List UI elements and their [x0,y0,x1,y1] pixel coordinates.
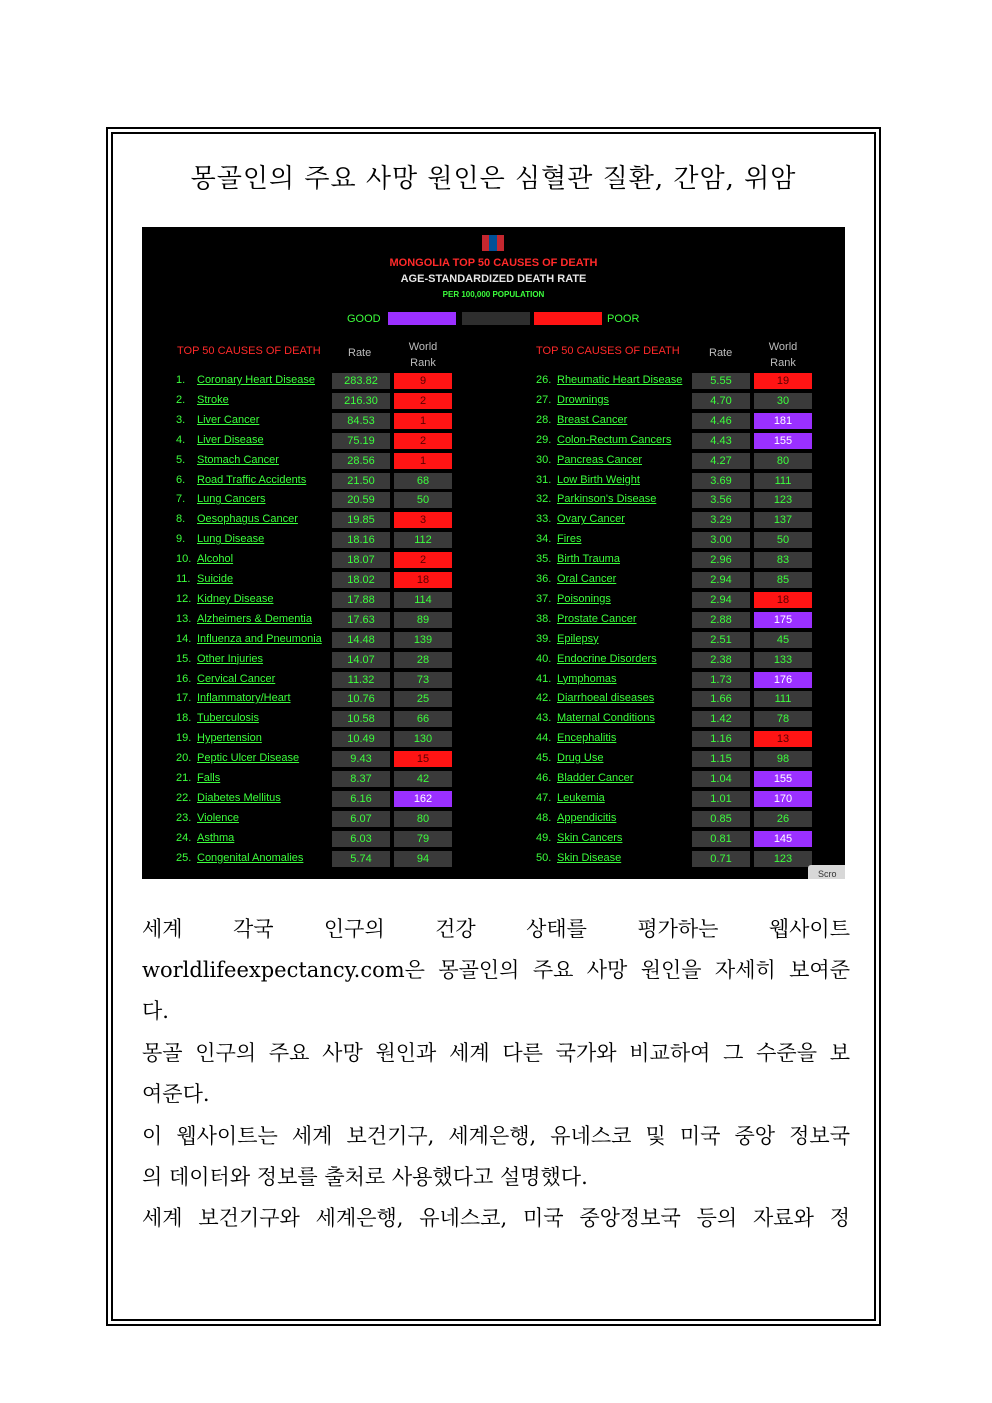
cause-rate: 75.19 [332,433,390,449]
cause-link[interactable]: Pancreas Cancer [557,453,642,466]
cause-link[interactable]: Appendicitis [557,811,617,824]
cause-world-rank: 68 [394,473,452,489]
cause-number: 40. [536,652,552,665]
cause-link[interactable]: Violence [197,811,239,824]
cause-link[interactable]: Coronary Heart Disease [197,374,315,386]
cause-rate: 14.07 [332,652,390,668]
cause-number: 13. [176,612,192,625]
cause-world-rank: 42 [394,771,452,787]
cause-number: 47. [536,791,552,804]
cause-world-rank: 170 [754,791,812,807]
cause-link[interactable]: Maternal Conditions [557,712,655,725]
cause-world-rank: 155 [754,771,812,787]
cause-rate: 9.43 [332,751,390,767]
cause-rate: 28.56 [332,453,390,469]
cause-row [536,473,816,489]
cause-world-rank: 28 [394,652,452,668]
cause-rate: 11.32 [332,672,390,688]
cause-link[interactable]: Rheumatic Heart Disease [557,374,683,386]
chart-title: MONGOLIA TOP 50 CAUSES OF DEATH [389,257,598,269]
cause-link[interactable]: Other Injuries [197,652,264,665]
cause-row [176,831,456,847]
cause-rate: 10.76 [332,691,390,707]
paragraph-3-line-1: 이 웹사이트는 세계 보건기구, 세계은행, 유네스코 및 미국 중앙 정보국 [142,1124,850,1148]
cause-row [176,492,456,508]
cause-world-rank: 30 [754,393,812,409]
cause-world-rank: 114 [394,592,452,608]
cause-world-rank: 155 [754,433,812,449]
cause-row [176,672,456,688]
cause-rate: 283.82 [332,373,390,389]
legend-poor-swatch [534,312,602,325]
cause-world-rank: 123 [754,851,812,867]
cause-rate: 3.00 [692,532,750,548]
cause-row [536,592,816,608]
cause-rate: 2.96 [692,552,750,568]
left-rank-header [393,339,453,371]
cause-row [536,691,816,707]
cause-number: 45. [536,752,552,765]
cause-number: 28. [536,413,552,426]
cause-link[interactable]: Ovary Cancer [557,513,625,526]
cause-world-rank: 111 [754,691,812,707]
cause-link[interactable]: Drug Use [557,752,604,765]
cause-rate: 5.55 [692,373,750,389]
cause-world-rank: 1 [394,453,452,469]
cause-world-rank: 18 [394,572,452,588]
cause-rate: 1.42 [692,711,750,727]
cause-row [536,811,816,827]
death-causes-chart [142,227,845,879]
cause-row [176,851,456,867]
chart-unit: PER 100,000 POPULATION [442,290,545,299]
cause-rate: 21.50 [332,473,390,489]
cause-number: 38. [536,612,552,625]
cause-number: 14. [176,632,192,645]
cause-number: 34. [536,533,552,546]
cause-link[interactable]: Liver Disease [197,433,264,446]
cause-link[interactable]: Skin Cancers [557,831,623,844]
cause-rate: 1.01 [692,791,750,807]
cause-row [536,711,816,727]
paragraph-1-line-1: 세계 각국 인구의 건강 상태를 평가하는 웹사이트 [142,917,850,941]
cause-world-rank: 78 [754,711,812,727]
cause-world-rank: 89 [394,612,452,628]
cause-rate: 84.53 [332,413,390,429]
cause-link[interactable]: Leukemia [557,791,605,804]
cause-number: 3. [176,413,186,426]
cause-rate: 0.85 [692,811,750,827]
cause-row [176,512,456,528]
cause-world-rank: 137 [754,512,812,528]
cause-link[interactable]: Stomach Cancer [197,453,279,466]
cause-rate: 3.56 [692,492,750,508]
cause-link[interactable]: Skin Disease [557,851,622,864]
cause-number: 49. [536,831,552,844]
cause-number: 42. [536,692,552,705]
cause-rate: 10.49 [332,731,390,747]
cause-rate: 4.70 [692,393,750,409]
cause-row [536,851,816,867]
cause-world-rank: 45 [754,632,812,648]
cause-world-rank: 15 [394,751,452,767]
cause-rate: 0.81 [692,831,750,847]
cause-world-rank: 50 [754,532,812,548]
cause-link[interactable]: Fires [557,533,582,546]
cause-rate: 2.38 [692,652,750,668]
cause-world-rank: 139 [394,632,452,648]
cause-link[interactable]: Stroke [197,393,229,406]
rank-header-line1: World [408,341,438,353]
paragraph-4-line-1: 세계 보건기구와 세계은행, 유네스코, 미국 중앙정보국 등의 자료와 정 [142,1206,850,1230]
cause-link[interactable]: Bladder Cancer [557,772,634,784]
cause-link[interactable]: Asthma [197,831,235,844]
cause-number: 1. [176,374,186,386]
rank-header-line1: World [768,341,798,353]
cause-link[interactable]: Tuberculosis [197,712,259,725]
cause-link[interactable]: Influenza and Pneumonia [197,632,322,645]
cause-number: 35. [536,553,552,566]
cause-number: 6. [176,473,186,486]
chart-subtitle: AGE-STANDARDIZED DEATH RATE [400,273,587,285]
cause-world-rank: 112 [394,532,452,548]
cause-world-rank: 1 [394,413,452,429]
cause-link[interactable]: Suicide [197,573,234,585]
cause-link[interactable]: Poisonings [557,592,611,605]
cause-world-rank: 162 [394,791,452,807]
legend-good-label: GOOD [347,313,381,325]
paragraph-1-line-2: worldlifeexpectancy.com은 몽골인의 주요 사망 원인을 자세히 보여준 [142,958,850,982]
cause-row [536,393,816,409]
cause-link[interactable]: Colon-Rectum Cancers [557,433,672,446]
cause-world-rank: 145 [754,831,812,847]
cause-world-rank: 133 [754,652,812,668]
cause-row [536,652,816,668]
cause-rate: 1.66 [692,691,750,707]
cause-row [536,612,816,628]
legend-neutral-swatch [462,312,530,325]
paragraph-2-line-2: 여준다. [142,1082,210,1106]
cause-row [536,831,816,847]
cause-world-rank: 79 [394,831,452,847]
cause-link[interactable]: Epilepsy [557,632,599,645]
cause-row [176,691,456,707]
cause-row [536,433,816,449]
cause-rate: 1.16 [692,731,750,747]
cause-link[interactable]: Lung Disease [197,533,265,546]
cause-link[interactable]: Parkinson's Disease [557,493,657,506]
cause-row [536,532,816,548]
cause-world-rank: 9 [394,373,452,389]
cause-rate: 18.07 [332,552,390,568]
cause-world-rank: 181 [754,413,812,429]
cause-rate: 3.69 [692,473,750,489]
cause-link[interactable]: Kidney Disease [197,592,274,605]
cause-row [176,811,456,827]
cause-link[interactable]: Oesophagus Cancer [197,513,298,526]
cause-world-rank: 85 [754,572,812,588]
cause-world-rank: 2 [394,393,452,409]
cause-rate: 18.16 [332,532,390,548]
cause-link[interactable]: Falls [197,772,221,784]
cause-link[interactable]: Liver Cancer [197,413,260,426]
cause-rate: 10.58 [332,711,390,727]
right-column-header: TOP 50 CAUSES OF DEATH [536,345,680,357]
cause-row [176,572,456,588]
cause-row [536,373,816,389]
cause-row [176,711,456,727]
cause-link[interactable]: Low Birth Weight [557,473,640,486]
cause-world-rank: 3 [394,512,452,528]
cause-number: 17. [176,692,192,705]
cause-rate: 18.02 [332,572,390,588]
cause-world-rank: 176 [754,672,812,688]
cause-world-rank: 130 [394,731,452,747]
cause-row [176,652,456,668]
cause-number: 48. [536,811,552,824]
cause-number: 33. [536,513,552,526]
cause-link[interactable]: Oral Cancer [557,573,617,585]
cause-number: 8. [176,513,186,526]
cause-link[interactable]: Diabetes Mellitus [197,791,281,804]
cause-row [176,453,456,469]
cause-link[interactable]: Alcohol [197,553,234,566]
cause-world-rank: 18 [754,592,812,608]
cause-link[interactable]: Prostate Cancer [557,612,637,625]
cause-world-rank: 80 [754,453,812,469]
cause-rate: 1.15 [692,751,750,767]
cause-row [536,413,816,429]
cause-number: 18. [176,712,192,725]
cause-rate: 20.59 [332,492,390,508]
cause-row [536,632,816,648]
cause-world-rank: 25 [394,691,452,707]
paragraph-3-line-2: 의 데이터와 정보를 출처로 사용했다고 설명했다. [142,1165,588,1189]
cause-row [176,612,456,628]
cause-row [176,751,456,767]
cause-number: 9. [176,533,186,546]
cause-number: 5. [176,453,186,466]
paragraph-1-line-3: 다. [142,999,169,1023]
cause-row [536,512,816,528]
scroll-button[interactable]: Scro [808,865,845,879]
cause-number: 26. [536,374,552,386]
cause-rate: 2.51 [692,632,750,648]
cause-link[interactable]: Lymphomas [557,672,617,685]
cause-row [536,492,816,508]
cause-rate: 17.63 [332,612,390,628]
cause-link[interactable]: Alzheimers & Dementia [197,612,312,625]
cause-row [536,453,816,469]
left-column-header: TOP 50 CAUSES OF DEATH [177,345,321,357]
cause-row [176,632,456,648]
cause-link[interactable]: Peptic Ulcer Disease [197,752,300,765]
cause-rate: 5.74 [332,851,390,867]
right-rate-header: Rate [709,347,733,359]
cause-rate: 2.94 [692,592,750,608]
cause-link[interactable]: Hypertension [197,732,262,745]
cause-world-rank: 73 [394,672,452,688]
cause-world-rank: 83 [754,552,812,568]
cause-number: 23. [176,811,192,824]
cause-number: 12. [176,592,192,605]
cause-rate: 6.03 [332,831,390,847]
cause-row [176,413,456,429]
mongolia-flag-icon [482,235,504,251]
page-title: 몽골인의 주요 사망 원인은 심혈관 질환, 간암, 위암 [190,164,797,194]
cause-number: 22. [176,791,192,804]
cause-row [176,592,456,608]
cause-number: 41. [536,672,552,685]
cause-number: 43. [536,712,552,725]
cause-number: 29. [536,433,552,446]
cause-link[interactable]: Cervical Cancer [197,672,276,685]
legend-good-swatch [388,312,456,325]
cause-link[interactable]: Lung Cancers [197,493,266,506]
cause-world-rank: 111 [754,473,812,489]
cause-number: 50. [536,851,552,864]
cause-row [536,771,816,787]
cause-link[interactable]: Diarrhoeal diseases [557,692,655,705]
cause-number: 31. [536,473,552,486]
cause-number: 11. [176,573,191,585]
cause-rate: 17.88 [332,592,390,608]
legend-poor-label: POOR [607,313,640,325]
cause-row [536,791,816,807]
right-rank-header [753,339,813,371]
cause-row [176,373,456,389]
cause-row [536,552,816,568]
cause-number: 27. [536,393,552,406]
cause-number: 16. [176,672,192,685]
cause-world-rank: 2 [394,433,452,449]
cause-world-rank: 175 [754,612,812,628]
cause-rate: 3.29 [692,512,750,528]
cause-rate: 4.43 [692,433,750,449]
cause-link[interactable]: Encephalitis [557,732,617,745]
cause-number: 30. [536,453,552,466]
cause-world-rank: 50 [394,492,452,508]
cause-number: 39. [536,632,552,645]
cause-number: 4. [176,433,186,446]
cause-number: 21. [176,772,192,784]
cause-rate: 6.07 [332,811,390,827]
cause-world-rank: 98 [754,751,812,767]
cause-rate: 14.48 [332,632,390,648]
rank-header-line2: Rank [410,357,436,369]
cause-link[interactable]: Road Traffic Accidents [197,473,307,486]
cause-rate: 4.27 [692,453,750,469]
cause-rate: 4.46 [692,413,750,429]
cause-number: 20. [176,752,192,765]
cause-row [176,552,456,568]
paragraph-2-line-1: 몽골 인구의 주요 사망 원인과 세계 다른 국가와 비교하여 그 수준을 보 [142,1041,850,1065]
cause-world-rank: 94 [394,851,452,867]
cause-number: 24. [176,831,192,844]
cause-number: 19. [176,732,192,745]
cause-rate: 1.73 [692,672,750,688]
rank-header-line2: Rank [770,357,796,369]
cause-rate: 2.88 [692,612,750,628]
cause-row [536,672,816,688]
cause-number: 36. [536,573,552,585]
cause-number: 44. [536,732,552,745]
cause-number: 10. [176,553,192,566]
cause-link[interactable]: Breast Cancer [557,413,628,426]
cause-rate: 2.94 [692,572,750,588]
cause-link[interactable]: Endocrine Disorders [557,652,657,665]
cause-number: 2. [176,393,186,406]
cause-rate: 1.04 [692,771,750,787]
cause-rate: 6.16 [332,791,390,807]
cause-rate: 19.85 [332,512,390,528]
cause-world-rank: 80 [394,811,452,827]
cause-row [176,791,456,807]
cause-world-rank: 13 [754,731,812,747]
cause-number: 25. [176,851,192,864]
cause-world-rank: 2 [394,552,452,568]
cause-world-rank: 26 [754,811,812,827]
cause-row [176,771,456,787]
cause-rate: 0.71 [692,851,750,867]
cause-number: 46. [536,772,552,784]
left-rate-header: Rate [348,347,372,359]
cause-number: 32. [536,493,552,506]
cause-number: 7. [176,493,186,506]
cause-number: 37. [536,592,552,605]
cause-row [176,473,456,489]
cause-row [536,572,816,588]
cause-world-rank: 19 [754,373,812,389]
cause-rate: 216.30 [332,393,390,409]
cause-link[interactable]: Drownings [557,393,609,406]
cause-row [176,731,456,747]
cause-row [536,751,816,767]
cause-world-rank: 123 [754,492,812,508]
cause-link[interactable]: Birth Trauma [557,553,620,566]
cause-number: 15. [176,652,192,665]
cause-world-rank: 66 [394,711,452,727]
cause-link[interactable]: Congenital Anomalies [197,851,304,864]
cause-row [176,433,456,449]
cause-row [536,731,816,747]
cause-link[interactable]: Inflammatory/Heart [197,692,291,705]
cause-row [176,393,456,409]
cause-row [176,532,456,548]
cause-rate: 8.37 [332,771,390,787]
